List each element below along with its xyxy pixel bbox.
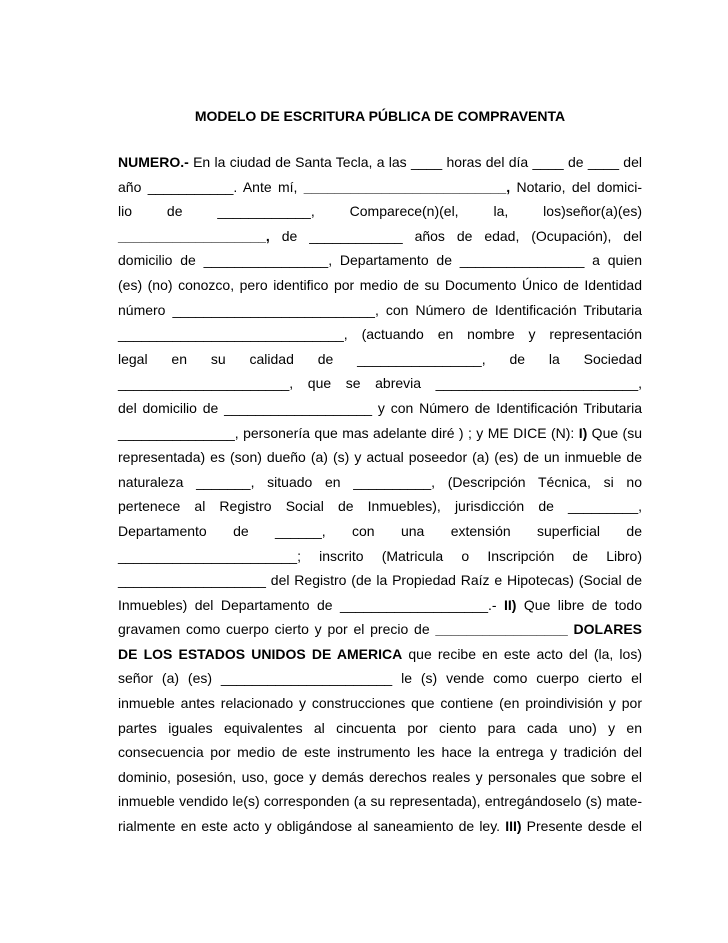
text-run: inmueble vendido le(s) corresponden (a su representada), entregándoselo (s) mate- xyxy=(118,793,642,810)
text-run: Que libre de todo xyxy=(516,596,642,613)
text-line xyxy=(118,396,642,421)
text-run: partes iguales equivalentes al cincuenta por ciento para cada uno) y en xyxy=(118,719,642,736)
text-run: lio de ____________, Comparece(n)(el, la, los)señor(a)(es) xyxy=(118,203,642,220)
text-run: _______________, personería que mas adelante diré ) ; y ME DICE (N): xyxy=(118,424,579,441)
text-run: naturaleza _______, situado en __________, (Descripción Técnica, si no xyxy=(118,473,642,490)
text-run: domicilio de ________________, Departamento de ________________ a quien xyxy=(118,252,642,269)
text-run: _________________ DOLARES xyxy=(435,621,643,638)
text-line xyxy=(118,765,642,790)
text-line xyxy=(118,445,642,470)
text-run: __________________________, xyxy=(303,178,511,195)
text-run: I) xyxy=(578,424,588,441)
text-line xyxy=(118,322,642,347)
text-run: Inmuebles) del Departamento de ___________________.- xyxy=(118,596,504,613)
text-line xyxy=(118,298,642,323)
text-line xyxy=(118,519,642,544)
text-line xyxy=(118,273,642,298)
text-run: dominio, posesión, uso, goce y demás derechos reales y personales que sobre el xyxy=(118,768,642,785)
text-run: del domicilio de ___________________ y con Número de Identificación Tributaria xyxy=(118,399,642,416)
text-run: inmueble antes relacionado y construcciones que contiene (en proindivisión y por xyxy=(118,695,642,712)
text-run: consecuencia por medio de este instrumento les hace la entrega y tradición del xyxy=(118,744,642,761)
text-run: ______________________, que se abrevia __________________________, xyxy=(118,375,642,392)
text-run: año ___________. Ante mí, xyxy=(118,178,304,195)
text-line xyxy=(118,421,642,446)
text-line xyxy=(118,642,642,667)
text-line xyxy=(118,740,642,765)
text-run: de ____________ años de edad, (Ocupación), del xyxy=(269,227,642,244)
text-run: gravamen como cuerpo cierto y por el precio de xyxy=(118,621,436,638)
text-line xyxy=(118,593,642,618)
text-run: legal en su calidad de ________________, de la Sociedad xyxy=(118,350,642,367)
text-run: representada) es (son) dueño (a) (s) y actual poseedor (a) (es) de un inmueble de xyxy=(118,449,642,466)
text-line xyxy=(118,150,642,175)
text-run: número __________________________, con Número de Identificación Tributaria xyxy=(118,301,642,318)
text-run: DE LOS ESTADOS UNIDOS DE AMERICA xyxy=(118,645,403,662)
text-run: que recibe en este acto del (la, los) xyxy=(402,645,642,662)
document-body xyxy=(118,150,642,839)
text-run: ___________________, xyxy=(118,227,270,244)
text-line xyxy=(118,470,642,495)
text-line xyxy=(118,371,642,396)
text-run: señor (a) (es) ______________________ le (s) vende como cuerpo cierto el xyxy=(118,670,642,687)
text-line xyxy=(118,716,642,741)
text-run: rialmente en este acto y obligándose al saneamiento de ley. xyxy=(118,818,506,835)
text-line xyxy=(118,789,642,814)
text-run: Departamento de ______, con una extensión superficial de xyxy=(118,522,642,539)
text-line xyxy=(118,347,642,372)
text-line xyxy=(118,199,642,224)
text-run: Notario, del domici- xyxy=(510,178,642,195)
text-line xyxy=(118,224,642,249)
text-run: En la ciudad de Santa Tecla, a las ____ horas del día ____ de ____ del xyxy=(188,154,642,170)
document-title: MODELO DE ESCRITURA PÚBLICA DE COMPRAVENTA xyxy=(194,108,566,124)
text-line xyxy=(118,617,642,642)
text-run: _____________________________, (actuando en nombre y representación xyxy=(118,326,642,343)
text-line xyxy=(118,175,642,200)
text-line xyxy=(118,691,642,716)
text-run: ___________________ del Registro (de la Propiedad Raíz e Hipotecas) (Social de xyxy=(118,572,642,589)
text-line xyxy=(118,248,642,273)
text-line xyxy=(118,494,642,519)
text-line xyxy=(118,666,642,691)
text-run: (es) (no) conozco, pero identifico por medio de su Documento Único de Identidad xyxy=(118,276,642,293)
text-run: NUMERO.- xyxy=(118,154,189,170)
text-run: II) xyxy=(503,596,517,613)
text-line xyxy=(118,568,642,593)
text-line xyxy=(118,814,642,839)
text-run: Presente desde el xyxy=(521,818,642,835)
text-run: pertenece al Registro Social de Inmuebles), jurisdicción de _________, xyxy=(118,498,642,515)
text-run: Que (su xyxy=(587,424,642,441)
text-line xyxy=(118,544,642,569)
text-run: _______________________; inscrito (Matricula o Inscripción de Libro) xyxy=(118,547,642,564)
text-run: III) xyxy=(505,818,522,835)
